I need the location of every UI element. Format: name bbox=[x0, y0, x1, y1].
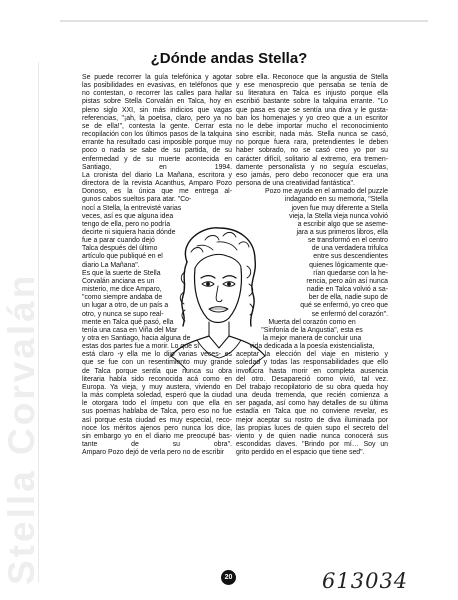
text-line: mente en Talca qué pasó, ella bbox=[82, 318, 174, 326]
text-line: le otorgara todo el ímpetu con que ella en bbox=[82, 400, 232, 408]
text-line: enfermedad y de su muerte acontecida en bbox=[82, 155, 232, 163]
text-line: diario La Mañana". bbox=[82, 261, 140, 269]
text-line: artículo que publiqué en el bbox=[82, 253, 163, 261]
text-line: y ese menosprecio que pensaba se tenía de bbox=[236, 82, 388, 90]
left-column-part-b bbox=[82, 204, 200, 352]
text-line: un lugar a otro, de un país a bbox=[82, 302, 169, 310]
text-line: otro, y nunca se supo real- bbox=[82, 310, 164, 318]
text-line: persona de una creatividad fantástica". bbox=[236, 180, 355, 188]
text-line: fue a parar cuando dejó bbox=[82, 237, 155, 245]
text-line: así porque esta ciudad es muy especial, reco- bbox=[82, 416, 232, 424]
text-line: veces, así es que alguna idea bbox=[82, 212, 174, 220]
text-line: tenía una casa en Viña del Mar bbox=[82, 326, 178, 334]
text-line: estadía en Talca que no conviene revelar, es bbox=[236, 408, 388, 416]
text-line: damente personalista y no seguía escuelas, bbox=[236, 163, 388, 171]
portrait-illustration bbox=[157, 222, 275, 370]
text-line: las propias luces de quien supo el secreto del bbox=[236, 424, 388, 432]
text-line: una deuda tremenda, que recién comienza a bbox=[236, 392, 388, 400]
text-line: Donoso, es la única que me entrega al- bbox=[82, 188, 232, 196]
text-line: se enfermó del corazón". bbox=[311, 310, 388, 318]
text-line: Muerta del corazón como en bbox=[268, 318, 356, 326]
text-line: sobre ella. Reconoce que la angustia de Stella bbox=[236, 74, 388, 81]
right-column-part-a bbox=[236, 74, 388, 188]
text-line: tengo de ella, pero no podría bbox=[82, 220, 171, 228]
text-line: pistas sobre Stella Corvalán en Talca, hoy en bbox=[82, 98, 232, 106]
text-line: nocí a Stella, la entrevisté varias bbox=[82, 204, 182, 212]
text-line: quienes lógicamente que- bbox=[309, 261, 388, 269]
side-title: Stella Corvalán bbox=[1, 272, 42, 585]
text-line: la mejor manera de concluir una bbox=[262, 335, 362, 342]
text-line: entre sus descendientes bbox=[313, 253, 388, 261]
text-line: errante ha resultado casi imposible porque muy bbox=[82, 139, 232, 147]
text-line: Europa. Ya vieja, y muy austera, viviendo en bbox=[82, 383, 232, 391]
text-line: Talca después del último bbox=[82, 245, 158, 253]
top-rule bbox=[60, 20, 428, 22]
text-line: vieja, la Stella vieja nunca volvió bbox=[289, 212, 388, 220]
text-line: haber sobrado, no se casó creo yo por su bbox=[236, 147, 388, 155]
text-line: y otra en Santiago, hacia alguna de bbox=[82, 335, 191, 342]
text-line: sus poemas hablaba de Talca, pero eso no fue bbox=[82, 408, 232, 416]
text-line: sino escribir, nada más. Stella nunca se casó, bbox=[236, 131, 388, 139]
text-line: viento y de quien nadie nunca conocerá sus bbox=[236, 432, 388, 440]
text-line: poco o nada se sabe de su partida, de su bbox=[82, 147, 232, 155]
text-line: ber de ella, nadie supo de bbox=[308, 294, 388, 302]
text-line: escribió bastante sobre la talquina errante. "Lo bbox=[236, 98, 388, 106]
text-line: escondidas claves. "Brindo por mí… Soy un bbox=[236, 441, 388, 449]
text-line: estas dos partes fue a morir. Lo que sí bbox=[82, 343, 200, 351]
text-line: no contestan, o recorrer las calles para hallar bbox=[82, 90, 232, 98]
text-line: no le debe importar mucho el reconocimiento bbox=[236, 122, 388, 130]
text-line: gunos cabos sueltos para atar. "Co- bbox=[82, 196, 192, 204]
text-line: del otro. Desapareció como vivió, tal vez. bbox=[236, 375, 388, 383]
text-line: Es que la suerte de Stella bbox=[82, 269, 161, 277]
text-line: Corvalán anciana es un bbox=[82, 277, 155, 285]
text-line: sin embargo yo en el diario me preocupé bas- bbox=[82, 432, 232, 440]
text-line: aceptar la elección del viaje en misterio y bbox=[236, 351, 388, 359]
text-line: recopilación con los últimos pasos de la talquina bbox=[82, 131, 232, 139]
text-line: literaria había sido reconocida acá como en bbox=[82, 375, 232, 383]
text-line: Se puede recorrer la guía telefónica y agotar bbox=[82, 74, 232, 81]
text-line: mejor aceptar su rostro de diva iluminada por bbox=[236, 416, 388, 424]
text-line: jara a sus primeros libros, ella bbox=[296, 228, 388, 236]
text-line: Del trabajo recopilatorio de su obra queda hoy bbox=[236, 383, 388, 391]
text-line: rencia, pero aún así nunca bbox=[306, 277, 388, 285]
text-line: que pasa es que se sentía una diva y le gusta- bbox=[236, 106, 388, 114]
page-number: 20 bbox=[221, 570, 236, 585]
text-line: de una verdadera trifulca bbox=[311, 245, 388, 253]
text-line: tante de su obra". bbox=[82, 441, 232, 449]
text-line: rían quedarse con la he- bbox=[313, 269, 388, 277]
article-title: ¿Dónde andas Stella? bbox=[150, 50, 308, 67]
text-line: Amparo Pozo dejó de verla pero no de escribir bbox=[82, 449, 225, 457]
text-line: Santiago, en 1994. bbox=[82, 163, 232, 171]
text-line: qué se enfermó, yo creo que bbox=[300, 302, 388, 310]
text-line: su literatura en Talca es injusto porque ella bbox=[236, 90, 388, 98]
text-line: ban los homenajes y yo creo que a un escritor bbox=[236, 114, 388, 122]
text-line: involucra hasta morir en completa ausencia bbox=[236, 367, 388, 375]
text-line: las posibilidades en evasivas, en teléfonos que bbox=[82, 82, 232, 90]
text-line: ser pagada, así como hay detalles de su última bbox=[236, 400, 388, 408]
handwritten-note: 613034 bbox=[322, 569, 409, 593]
text-line: está claro -y ella me lo dijo varias veces- es bbox=[82, 351, 232, 359]
text-line: se de ella!", contesta la gente. Cerrar esta bbox=[82, 122, 232, 130]
text-line: decirte ni siquiera hacia dónde bbox=[82, 228, 176, 236]
text-line: indagando en su memoria, "Stella bbox=[284, 196, 388, 204]
text-line: no porque fuera rara, pretendientes le deben bbox=[236, 139, 388, 147]
text-line: nadie en Talca volvió a sa- bbox=[306, 286, 388, 294]
text-line: pleno siglo XXI, sin más indicios que vagas bbox=[82, 106, 232, 114]
text-line: referencias, "¡ah, la poetisa, claro, pero ya no bbox=[82, 114, 232, 122]
text-line: la más completa soledad, esperó que la ciudad bbox=[82, 392, 232, 400]
text-line: se transformó en el centro bbox=[307, 237, 388, 245]
text-line: a escribir algo que se aseme- bbox=[297, 220, 388, 228]
text-line: directora de la revista Acanthus, Amparo Pozo bbox=[82, 180, 232, 188]
text-line: noce los méritos ajenos pero nunca los dice, bbox=[82, 424, 232, 432]
text-line: soledad y todas las responsabilidades que ello bbox=[236, 359, 388, 367]
text-line: carácter difícil, solitario al extremo, era tremen- bbox=[236, 155, 388, 163]
text-line: que se fue con un resentimiento muy grande bbox=[82, 359, 232, 367]
text-line: "como siempre andaba de bbox=[82, 294, 163, 302]
text-line: de Talca porque sentía que nunca su obra bbox=[82, 367, 232, 375]
text-line: La cronista del diario La Mañana, escritora y bbox=[82, 171, 232, 179]
text-line: "Sinfonía de la Angustia", esta es bbox=[261, 326, 363, 334]
text-line: misterio, me dice Amparo, bbox=[82, 286, 162, 294]
left-column-part-a bbox=[82, 74, 232, 205]
text-line: vida dedicada a la poesía existencialista, bbox=[249, 343, 375, 351]
text-line: eso jamás, pero debo reconocer que era una bbox=[236, 171, 388, 179]
text-line: Pozo me ayuda en el armado del puzzle bbox=[265, 188, 388, 196]
text-line: grito perdido en el espacio que tiene sed". bbox=[236, 449, 365, 457]
text-line: joven fue muy diferente a Stella bbox=[291, 204, 388, 212]
